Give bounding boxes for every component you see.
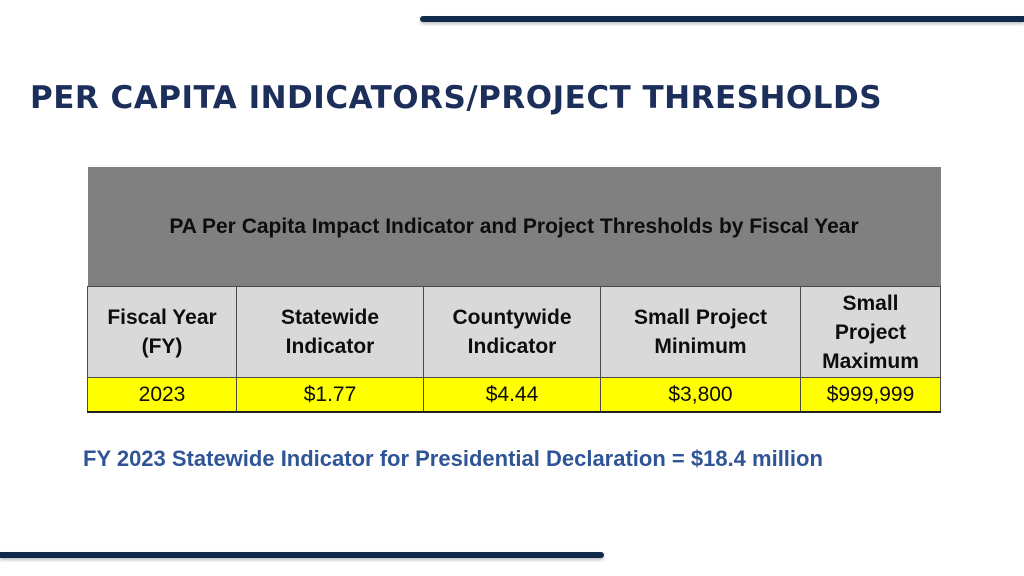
header-line: Fiscal Year xyxy=(107,306,217,329)
cell-fiscal-year: 2023 xyxy=(88,378,237,413)
statewide-declaration-note: FY 2023 Statewide Indicator for Presidential Declaration = $18.4 million xyxy=(83,446,823,471)
header-countywide-indicator xyxy=(424,287,601,378)
header-line: Small Project xyxy=(633,306,768,329)
cell-small-project-minimum: $3,800 xyxy=(601,378,801,413)
top-accent-bar xyxy=(420,16,1024,22)
header-line: Project xyxy=(834,320,907,344)
cell-small-project-maximum: $999,999 xyxy=(801,378,941,413)
header-line: Indicator xyxy=(467,335,557,358)
header-small-project-maximum xyxy=(801,287,941,378)
header-line: Maximum xyxy=(822,349,919,373)
header-line: (FY) xyxy=(141,335,183,358)
cell-statewide-indicator: $1.77 xyxy=(237,378,424,413)
header-line: Indicator xyxy=(285,335,375,358)
thresholds-table xyxy=(87,167,941,413)
page-title: PER CAPITA INDICATORS/PROJECT THRESHOLDS xyxy=(30,80,883,116)
cell-countywide-indicator: $4.44 xyxy=(424,378,601,413)
header-statewide-indicator xyxy=(237,287,424,378)
thresholds-table-container xyxy=(87,167,940,413)
header-line: Small xyxy=(842,291,899,315)
header-line: Minimum xyxy=(654,335,747,358)
header-fiscal-year xyxy=(88,287,237,378)
table-row xyxy=(88,378,941,413)
header-line: Statewide xyxy=(280,306,380,329)
table-caption-row xyxy=(88,167,941,287)
table-caption: PA Per Capita Impact Indicator and Project Thresholds by Fiscal Year xyxy=(88,167,941,287)
header-small-project-minimum xyxy=(601,287,801,378)
bottom-accent-bar xyxy=(0,552,604,558)
table-header-row xyxy=(88,287,941,378)
header-line: Countywide xyxy=(452,306,572,329)
